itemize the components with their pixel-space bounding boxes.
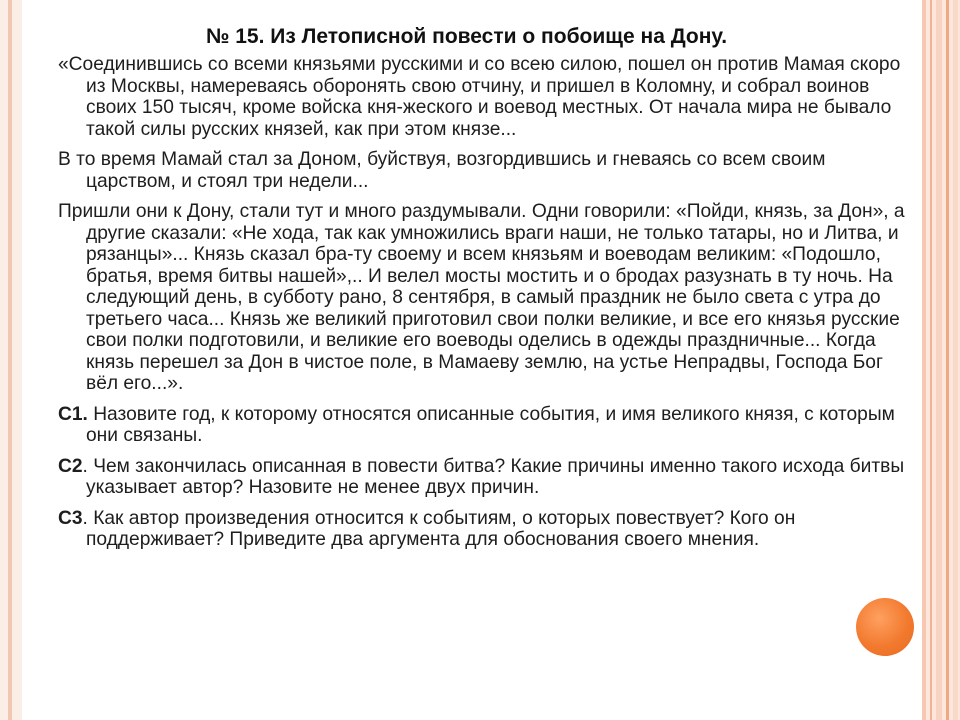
question-c1 [58, 404, 914, 447]
right-stripes-decoration [922, 0, 960, 720]
stripe [936, 0, 942, 720]
question-label: С1. [58, 403, 88, 425]
quote-paragraph-1: «Соединившись со всеми князьями русскими и со всею силою, пошел он против Мамая скоро из Москвы, намереваясь оборонять свою отчину, и пришел в Коломну, и собрал воинов своих 150 тысяч, кроме войска кня-жеского и воевод местных. От начала мира не бывало такой силы русских князей, как при этом князе... [58, 54, 901, 140]
left-border-line [8, 0, 12, 720]
stripe [953, 0, 958, 720]
stripe [922, 0, 926, 720]
question-label: С2 [58, 455, 83, 477]
question-c2 [58, 456, 914, 499]
question-text: Назовите год, к которому относятся описанные события, и имя великого князя, с которым они связаны. [86, 403, 895, 446]
question-label: С3 [58, 507, 83, 529]
slide-title: № 15. Из Летописной повести о побоище на Дону. [206, 25, 728, 48]
quote-paragraph-2: В то время Мамай стал за Доном, буйствуя, возгордившись и гневаясь со всем своим царством, и стоял три недели... [58, 149, 826, 192]
quote-paragraph-3: Пришли они к Дону, стали тут и много раздумывали. Одни говорили: «Пойди, князь, за Дон», а другие сказали: «Не хода, так как умножились враги наши, не только татары, но и Литва, и рязанцы»... Князь сказал бра-ту своему и всем князьям и воеводам великим: «Подошло, братья, время битвы нашей»,.. И велел мосты мостить и о бродах разузнать в ту ночь. На следующий день, в субботу рано, 8 сентября, в самый праздник не было света с утра до третьего часа... Князь же великий приготовил свои полки великие, и все его князья русские свои полки подготовили, и великие его воеводы оделись в одежды праздничные... Когда князь перешел за Дон в чистое поле, в Мамаеву землю, на устье Непрадвы, Господа Бог вёл его...». [58, 201, 905, 394]
slide-content [58, 54, 914, 560]
stripe [930, 0, 932, 720]
stripe [946, 0, 949, 720]
question-c3 [58, 508, 914, 551]
orange-circle-decoration [856, 598, 914, 656]
question-text: . Чем закончилась описанная в повести битва? Какие причины именно такого исхода битвы указывает автор? Назовите не менее двух причин. [82, 455, 905, 498]
question-text: . Как автор произведения относится к событиям, о которых повествует? Кого он поддерживает? Приведите два аргумента для обоснования своего мнения. [82, 507, 796, 550]
left-border-decoration [0, 0, 22, 720]
